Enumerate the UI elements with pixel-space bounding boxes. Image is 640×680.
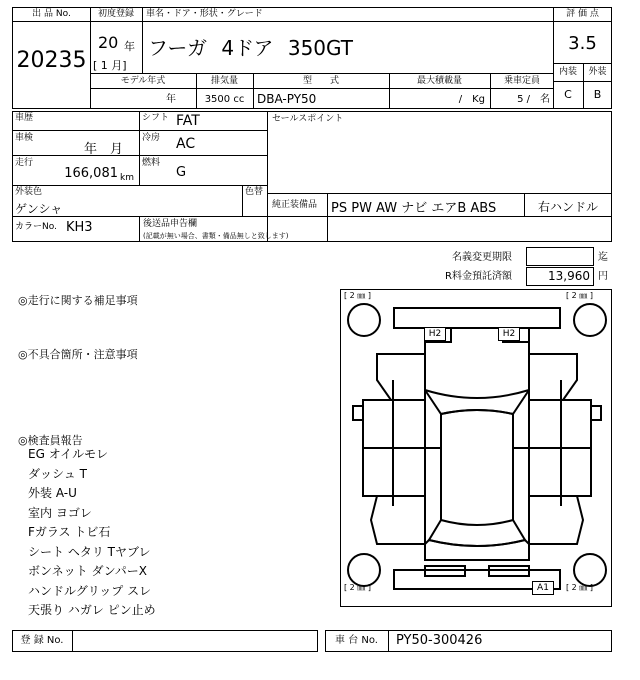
inspector-line: Fガラス トビ石 [28, 525, 111, 539]
tire-depth-rear-right: [ 2 ㎜ ] [566, 583, 593, 592]
aftermarket-note: (記載が無い場合、書類・備品無しと致します) [143, 232, 289, 240]
inspector-line: 天張り ハガレ ピン止め [28, 603, 156, 617]
interior-grade: C [564, 88, 572, 101]
color-change-label: 色替 [245, 187, 264, 197]
fuel-value: G [176, 165, 187, 180]
car-name: フーガ 4ドア 350GT [148, 36, 354, 60]
damage-mark-a1: A1 [532, 581, 554, 595]
displacement-label: 排気量 [210, 76, 238, 86]
inspector-line: ボンネット ダンパーX [28, 564, 147, 578]
inspector-line: シート ヘタリ Tヤブレ [28, 544, 151, 559]
tire-depth-front-right: [ 2 ㎜ ] [566, 291, 593, 300]
capacity-value: 5 / 名 [517, 94, 550, 105]
registration-number-label: 登 録 No. [20, 635, 64, 646]
damage-mark-h2-left: H2 [424, 327, 446, 341]
car-outline [341, 290, 613, 608]
fuel-label: 燃料 [142, 158, 161, 168]
shift-value: FAT [176, 113, 200, 129]
shift-label: シフト [142, 113, 170, 123]
mileage-value: 166,081 [64, 166, 118, 181]
model-year-unit: 年 [166, 94, 176, 105]
name-change-label: 名義変更期限 [452, 252, 512, 263]
driving-notes-title: ◎走行に関する補足事項 [18, 294, 138, 307]
inspector-line: ハンドルグリップ スレ [28, 583, 152, 598]
inspector-line: 室内 ヨゴレ [28, 505, 92, 520]
equipment-label: 純正装備品 [272, 200, 318, 210]
first-registration-label: 初度登録 [97, 9, 134, 19]
exterior-color-value: ゲンシャ [15, 202, 63, 216]
score-value: 3.5 [568, 33, 597, 54]
car-diagram [340, 289, 612, 607]
lot-number-label: 出 品 No. [32, 9, 71, 19]
color-number-value: KH3 [66, 220, 93, 235]
registration-year: 20 [98, 33, 119, 52]
steering-value: 右ハンドル [537, 200, 598, 214]
defect-notes-title: ◎不具合箇所・注意事項 [18, 348, 138, 361]
exterior-grade: B [593, 88, 602, 101]
sales-point-label: セールスポイント [272, 114, 344, 124]
inspection-value: 年 月 [84, 142, 124, 157]
inspector-line: ダッシュ T [28, 466, 87, 481]
inspector-report-list [28, 445, 156, 621]
type-value: DBA-PY50 [257, 92, 317, 106]
exterior-color-label: 外装色 [15, 187, 43, 197]
recycle-fee-unit: 円 [598, 271, 608, 282]
name-change-field [526, 247, 594, 266]
mileage-unit: km [120, 173, 134, 183]
mileage-label: 走行 [15, 158, 34, 168]
inspector-line: EG オイルモレ [28, 447, 109, 461]
capacity-label: 乗車定員 [503, 76, 540, 86]
inspector-line: 外装 A-U [28, 486, 77, 500]
aftermarket-box-right [267, 216, 612, 242]
registration-month: [ 1 月] [93, 59, 127, 72]
tire-depth-front-left: [ 2 ㎜ ] [344, 291, 371, 300]
tire-depth-rear-left: [ 2 ㎜ ] [344, 583, 371, 592]
recycle-fee-label: R料金預託済額 [445, 271, 512, 282]
color-number-label: カラーNo. [15, 222, 57, 232]
chassis-number-value: PY50-300426 [396, 633, 483, 648]
chassis-number-label: 車 台 No. [335, 635, 378, 646]
exterior-label: 外装 [588, 67, 607, 77]
car-name-label: 車名・ドア・形状・グレード [146, 9, 263, 19]
score-label: 評 価 点 [566, 9, 599, 19]
equipment-value: PS PW AW ナビ エアB ABS [331, 201, 497, 216]
ac-value: AC [176, 136, 196, 152]
aftermarket-label: 後送品申告欄 [143, 219, 198, 229]
inspector-report-title: ◎検査員報告 [18, 434, 83, 447]
name-change-unit: 迄 [598, 252, 608, 263]
max-load-label: 最大積載量 [416, 76, 462, 86]
model-year-label: モデル年式 [120, 76, 166, 86]
inspection-label: 車検 [15, 133, 34, 143]
ac-label: 冷房 [142, 133, 161, 143]
interior-label: 内装 [558, 67, 577, 77]
recycle-fee-value: 13,960 [548, 269, 590, 283]
displacement-value: 3500 cc [204, 94, 245, 105]
lot-number: 20235 [16, 48, 87, 73]
max-load-value: / Kg [458, 94, 485, 105]
year-unit: 年 [124, 40, 135, 53]
damage-mark-h2-right: H2 [498, 327, 520, 341]
type-label: 型 式 [302, 76, 339, 86]
history-label: 車歴 [15, 113, 34, 123]
